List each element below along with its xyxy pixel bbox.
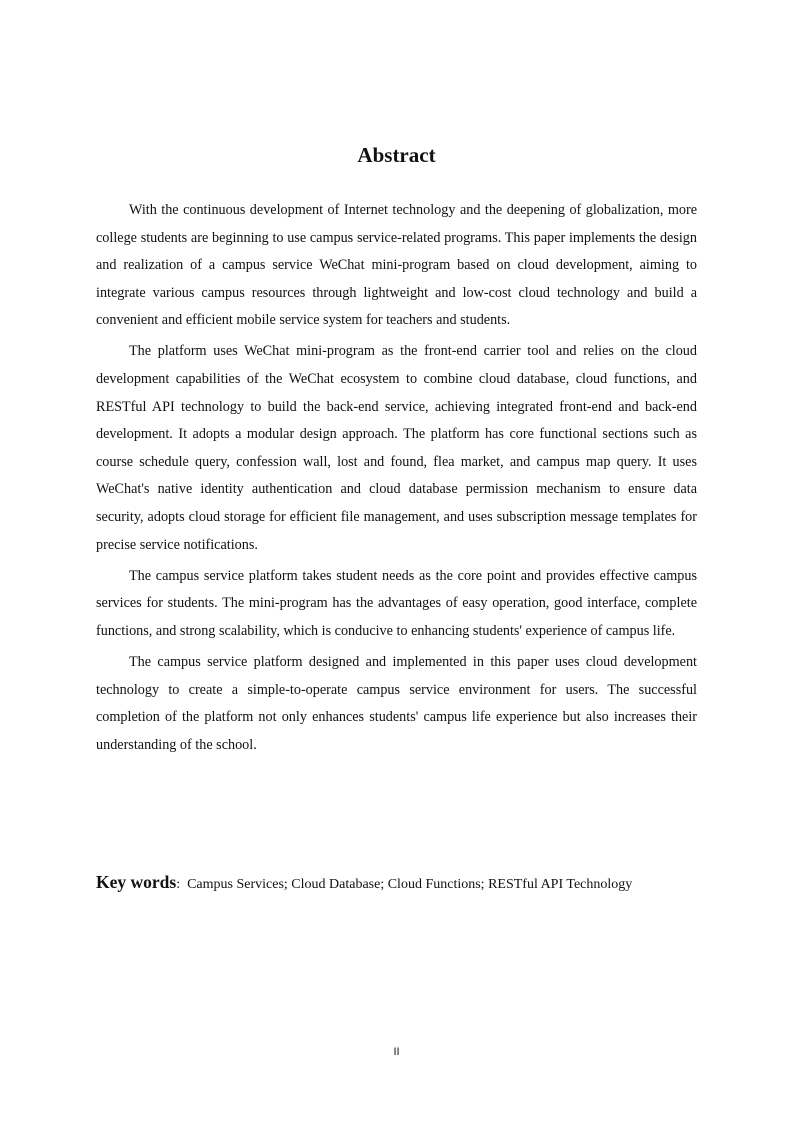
- page-number: II: [393, 1046, 400, 1058]
- keywords-text: Campus Services; Cloud Database; Cloud Functions; RESTful API Technology: [187, 877, 633, 892]
- keywords-section: [96, 874, 656, 893]
- abstract-paragraph-4: The campus service platform designed and implemented in this paper uses cloud development technology to create a simple-to-operate campus service environment for users. The successful completion of the platform not only enhances students' campus life experience but also increases their understanding of the school.: [96, 654, 697, 753]
- abstract-paragraph-1: With the continuous development of Internet technology and the deepening of globalization, more college students are beginning to use campus service-related programs. This paper implements the design and realization of a campus service WeChat mini-program based on cloud development, aiming to integrate various campus resources through lightweight and low-cost cloud technology and build a convenient and efficient mobile service system for teachers and students.: [96, 202, 697, 329]
- abstract-body: [96, 197, 697, 759]
- abstract-paragraph-3: The campus service platform takes student needs as the core point and provides effective campus services for students. The mini-program has the advantages of easy operation, good interface, complete functions, and strong scalability, which is conducive to enhancing students' experience of campus life.: [96, 567, 697, 639]
- abstract-paragraph-2: The platform uses WeChat mini-program as the front-end carrier tool and relies on the cloud development capabilities of the WeChat ecosystem to combine cloud database, cloud functions, and RESTful API technology to build the back-end service, achieving integrated front-end and back-end development. It adopts a modular design approach. The platform has core functional sections such as course schedule query, confession wall, lost and found, flea market, and campus map query. It uses WeChat's native identity authentication and cloud database permission mechanism to ensure data security, adopts cloud storage for efficient file management, and uses subscription message templates for precise service notifications.: [96, 343, 697, 553]
- abstract-title: Abstract: [357, 143, 436, 167]
- keywords-label: Key words: [96, 872, 177, 892]
- keywords-separator: :: [176, 877, 181, 892]
